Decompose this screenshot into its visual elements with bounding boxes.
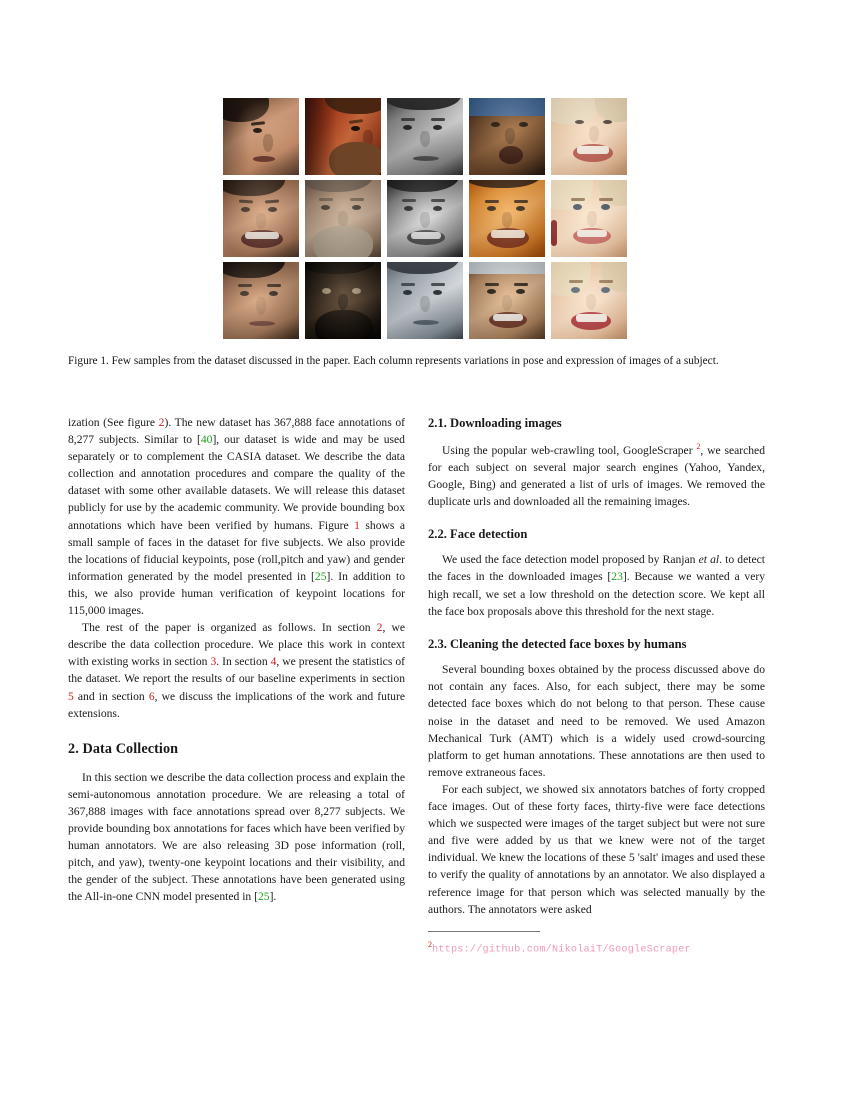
paragraph-downloading-images [428,441,765,510]
figure-image-grid [68,98,782,339]
section-heading-2: 2. Data Collection [68,740,179,757]
section-ref-2[interactable]: 2 [376,621,383,635]
face-image-r2c4 [469,180,545,257]
text-run: In this section we describe the data collection process and explain the semi-autonomous annotation procedure. We are releasing a total of 367,888 images with face annotations spread over 8,277 subjects. We provide bounding box annotations for faces which have been verified by human annotators. We are also releasing 3D pose information (roll, pitch, and yaw), twenty-one keypoint locations and their visibility, and the gender of the subject. These annotations have been generated using the All-in-one CNN model presented in [ [68,770,405,904]
left-column [68,414,405,957]
text-run: . to detect the faces in the downloaded images [ [428,553,765,584]
text-run: shows a small sample of faces in the dataset for five subjects. We also provide the locations of fiducial keypoints, pose (roll,pitch and yaw) and gender information generated by the model presented in [ [68,518,405,583]
text-run: ]. Because we wanted a very high recall, we set a low threshold on the detection score. We kept all the face box proposals above this threshold for the next stage. [428,570,765,618]
face-image-r1c4 [469,98,545,175]
text-run: ). The new dataset has 367,888 face annotations of 8,277 subjects. Similar to [ [68,416,405,447]
text-run: We used the face detection model proposed by Ranjan [442,553,699,567]
text-run: , we discuss the implications of the work and future extensions. [68,689,405,720]
text-run: and in section [73,689,149,703]
section-ref-5[interactable]: 5 [68,689,74,703]
paragraph-cleaning-boxes: Several bounding boxes obtained by the process discussed above do not contain any faces. Also, for each subject, there may be some detected face boxes which do not belong to that person. These cause noise in the dataset and need to be removed. We used Amazon Mechanical Turk (AMT) which is a widely used crowd-sourcing platform to get human annotations. These annotations are then used to remove extraneous faces. [428,663,765,779]
section-ref-3[interactable]: 3 [210,655,217,669]
face-image-r3c4 [469,262,545,339]
bib-ref-25[interactable]: 25 [314,569,327,583]
footnote-url-link[interactable]: https://github.com/NikolaiT/GoogleScraper [432,944,691,956]
section-heading-2-1: 2.1. Downloading images [428,416,562,430]
face-image-r2c5 [551,180,627,257]
figure-ref-2[interactable]: 2 [158,416,165,429]
footnote-number: 2 [428,939,432,949]
section-heading-2-2: 2.2. Face detection [428,526,528,541]
text-run: , we present the statistics of the dataset. We report the results of our baseline experiments in section [68,655,405,686]
figure-column-subject-4 [469,98,545,339]
footnote-marker-2[interactable]: 2 [696,441,701,451]
face-image-r3c5 [551,262,627,339]
face-image-r2c1 [223,180,299,257]
figure-column-subject-3 [387,98,463,339]
paragraph-annotator-batches: For each subject, we showed six annotators batches of forty cropped face images. Out of these forty faces, thirty-five were face detections which we suspected were images of the target subject but were not sure and five were added by us that we knew were not of the target individual. We knew the locations of these 5 'salt' images and used these to verify the quality of annotations by an annotator. We also displayed a reference image for that person which was selected manually by the authors. The annotators were asked [428,782,765,916]
section-ref-6[interactable]: 6 [148,689,155,703]
text-run: ]. In addition to this, we also provide human verification of keypoint locations for 115,000 images. [68,569,405,618]
paragraph-ization [68,414,405,619]
face-image-r3c2 [305,262,381,339]
figure-column-subject-5 [551,98,627,339]
paragraph-data-collection [68,769,405,906]
figure-column-subject-2 [305,98,381,339]
text-run: Using the popular web-crawling tool, GoogleScraper [442,443,697,457]
face-image-r1c2 [305,98,381,175]
face-image-r1c3 [387,98,463,175]
face-image-r2c2 [305,180,381,257]
text-run: ], our dataset is wide and may be used separately or to complement the CASIA dataset. We describe the data collection and annotation procedures and compare the quality of the dataset with some other available datasets. We will release this dataset publicly for use by the academic community. We provide bounding box annotations which have been verified by humans. Figure [68,433,405,532]
figure-caption: Figure 1. Few samples from the dataset discussed in the paper. Each column represents variations in pose and expression of images of a subject. [68,355,719,367]
bib-ref-23[interactable]: 23 [611,570,623,584]
face-image-r3c3 [387,262,463,339]
face-image-r3c1 [223,262,299,339]
text-run: , we searched for each subject on several major search engines (Yahoo, Yandex, Google, Bing) and generated a list of urls of images. We removed the duplicate urls and downloaded all the remaining images. [428,443,765,508]
footnote-rule [428,931,540,932]
right-column [428,414,765,957]
text-run: ization (See figure [68,416,159,429]
italic-et-al: et al [698,553,720,567]
text-run: , we describe the data collection procedure. We place this work in context with existing works in section [68,621,406,669]
face-image-r1c1 [223,98,299,175]
paragraph-organization [68,619,405,722]
face-image-r1c5 [551,98,627,175]
text-run: ]. [269,890,277,904]
figure-column-subject-1 [223,98,299,339]
bib-ref-25-second[interactable]: 25 [257,890,270,904]
text-run: . In section [216,655,271,669]
face-image-r2c3 [387,180,463,257]
footnote-block [428,931,765,957]
bib-ref-40[interactable]: 40 [200,433,213,447]
section-heading-2-3: 2.3. Cleaning the detected face boxes by humans [428,636,687,651]
section-ref-4[interactable]: 4 [270,655,277,669]
figure-1 [68,98,782,369]
body-two-columns [68,414,782,957]
footnote-line [428,939,765,957]
figure-ref-1[interactable]: 1 [354,518,360,532]
text-run: The rest of the paper is organized as follows. In section [82,621,377,635]
paragraph-face-detection [428,551,765,619]
